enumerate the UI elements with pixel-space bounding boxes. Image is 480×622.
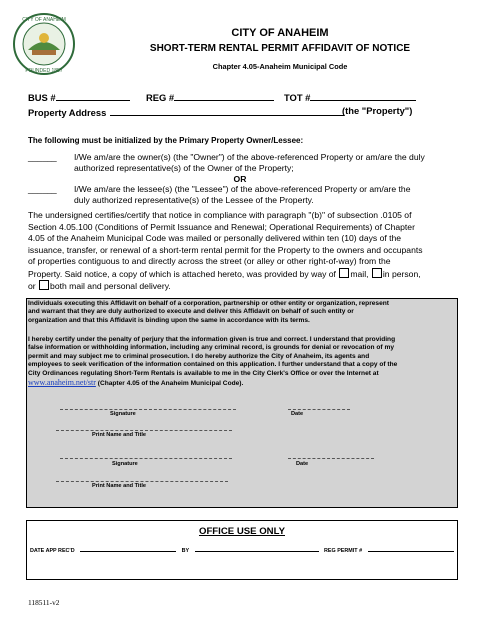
city-seal-logo — [12, 12, 76, 76]
authority-line-3: organization and that this Affidavit is binding upon the same in accordance with its terms. — [28, 316, 310, 324]
mail-checkbox[interactable] — [339, 268, 349, 278]
print-name-label-2: Print Name and Title — [92, 483, 146, 489]
body-line-6 — [28, 268, 458, 281]
body-line-3: 4.05 of the Anaheim Municipal Code was mailed or personally delivered within ten (10) days of the — [28, 233, 402, 243]
office-use-title: OFFICE USE ONLY — [198, 526, 285, 537]
date-line-1[interactable] — [288, 409, 350, 410]
body-line-6-text: Property. Said notice, a copy of which is attached hereto, was provided by way of — [28, 268, 336, 279]
body-line-5: of properties contiguous to and directly across the street (or alley or other right-of-way) from the — [28, 256, 391, 266]
body-line-1: The undersigned certifies/certify that notice in compliance with paragraph "(b)" of subsection .0105 of — [28, 210, 412, 220]
owner-statement — [74, 152, 454, 173]
initials-heading: The following must be initialized by the Primary Property Owner/Lessee: — [28, 136, 304, 145]
link-line — [28, 379, 456, 388]
date-app-line[interactable] — [80, 545, 176, 552]
body-line-2: Section 4.05.100 (Conditions of Permit Issuance and Renewal; Operational Requirements) of Chapter — [28, 221, 415, 232]
by-label: BY — [181, 548, 190, 554]
owner-line-2: authorized representative(s) of the Owner of the Property; — [74, 163, 294, 173]
svg-text:FOUNDED 1857: FOUNDED 1857 — [25, 68, 63, 74]
certification-box — [26, 298, 458, 508]
form-title: SHORT-TERM RENTAL PERMIT AFFIDAVIT OF NOTICE — [149, 43, 411, 54]
tot-label: TOT # — [284, 92, 311, 103]
notice-paragraph — [28, 210, 458, 293]
signature-label-1: Signature — [110, 411, 136, 417]
tot-field[interactable] — [284, 90, 416, 103]
signature-line-2[interactable] — [60, 458, 232, 459]
date-label-1: Date — [291, 411, 304, 417]
reg-label: REG # — [146, 92, 175, 103]
date-app-label: DATE APP REC'D — [30, 548, 75, 554]
body-line-4: issuance, transfer, or renewal of a short-term rental permit for the Property to the owners and occupants — [28, 244, 423, 255]
property-address-label: Property Address — [28, 107, 107, 118]
svg-text:CITY OF ANAHEIM: CITY OF ANAHEIM — [22, 17, 66, 23]
print-name-line-1[interactable] — [56, 430, 232, 431]
authority-line-2: and warrant that they are duly authorized to execute and deliver this Affidavit on behalf of such entity or — [28, 308, 354, 316]
perjury-line-5: City Ordinances regulating Short-Term Rentals is available to me in the City Clerk's Office or over the Internet at — [28, 369, 379, 377]
in-person-label: in person, — [382, 268, 421, 279]
bus-field[interactable] — [28, 90, 130, 103]
mail-label: mail, — [350, 268, 369, 279]
perjury-line-4: employees to seek verification of the information contained on this application. I further understand that a copy of the — [28, 361, 398, 369]
authority-line-1: Individuals executing this Affidavit on behalf of a corporation, partnership or other entity or organization, represent — [28, 300, 389, 307]
or-label: or — [28, 281, 36, 291]
perjury-line-2: false information or withholding information, including any criminal record, is grounds for denial or revocation of my — [28, 344, 394, 352]
link-suffix: (Chapter 4.05 of the Anaheim Municipal Code). — [97, 380, 244, 388]
print-name-label-1: Print Name and Title — [92, 432, 146, 438]
or-separator: OR — [233, 174, 247, 184]
perjury-line-3: permit and may subject me to criminal prosecution. I do hereby authorize the City of Anaheim, its agents and — [28, 352, 370, 360]
signature-label-2: Signature — [112, 461, 138, 467]
owner-initial-blank[interactable]: ______ — [28, 152, 57, 162]
perjury-paragraph — [28, 336, 456, 388]
form-subtitle: Chapter 4.05-Anaheim Municipal Code — [212, 62, 348, 71]
by-line[interactable] — [195, 545, 319, 552]
lessee-statement — [74, 184, 454, 205]
both-label: both mail and personal delivery. — [50, 281, 171, 291]
reg-permit-line[interactable] — [368, 545, 454, 552]
str-link[interactable]: www.anaheim.net/str — [28, 378, 96, 388]
date-label-2: Date — [296, 461, 309, 467]
the-property-label: (the "Property") — [342, 105, 413, 116]
authority-paragraph — [28, 300, 456, 325]
office-fields-row — [30, 545, 454, 554]
city-name: CITY OF ANAHEIM — [231, 27, 329, 39]
print-name-line-2[interactable] — [56, 481, 228, 482]
both-checkbox[interactable] — [39, 280, 49, 290]
signature-line-1[interactable] — [60, 409, 236, 410]
bus-label: BUS # — [28, 92, 56, 103]
reg-field[interactable] — [146, 90, 274, 103]
perjury-line-1: I hereby certify under the penalty of perjury that the information given is true and correct. I understand that providing — [28, 336, 396, 343]
in-person-checkbox[interactable] — [372, 268, 382, 278]
lessee-line-2: duly authorized representative(s) of the Lessee of the Property. — [74, 195, 314, 205]
lessee-initial-blank[interactable]: ______ — [28, 184, 57, 194]
property-address-field[interactable] — [28, 105, 344, 118]
lessee-line-1: I/We am/are the lessee(s) (the "Lessee") of the above-referenced Property or am/are the — [74, 184, 411, 194]
reg-permit-label: REG PERMIT # — [324, 548, 363, 554]
owner-line-1: I/We am/are the owner(s) (the "Owner") of the above-referenced Property or am/are the duly — [74, 152, 425, 162]
date-line-2[interactable] — [288, 458, 374, 459]
body-line-7 — [28, 280, 458, 293]
form-id: 118511-v2 — [28, 598, 60, 607]
